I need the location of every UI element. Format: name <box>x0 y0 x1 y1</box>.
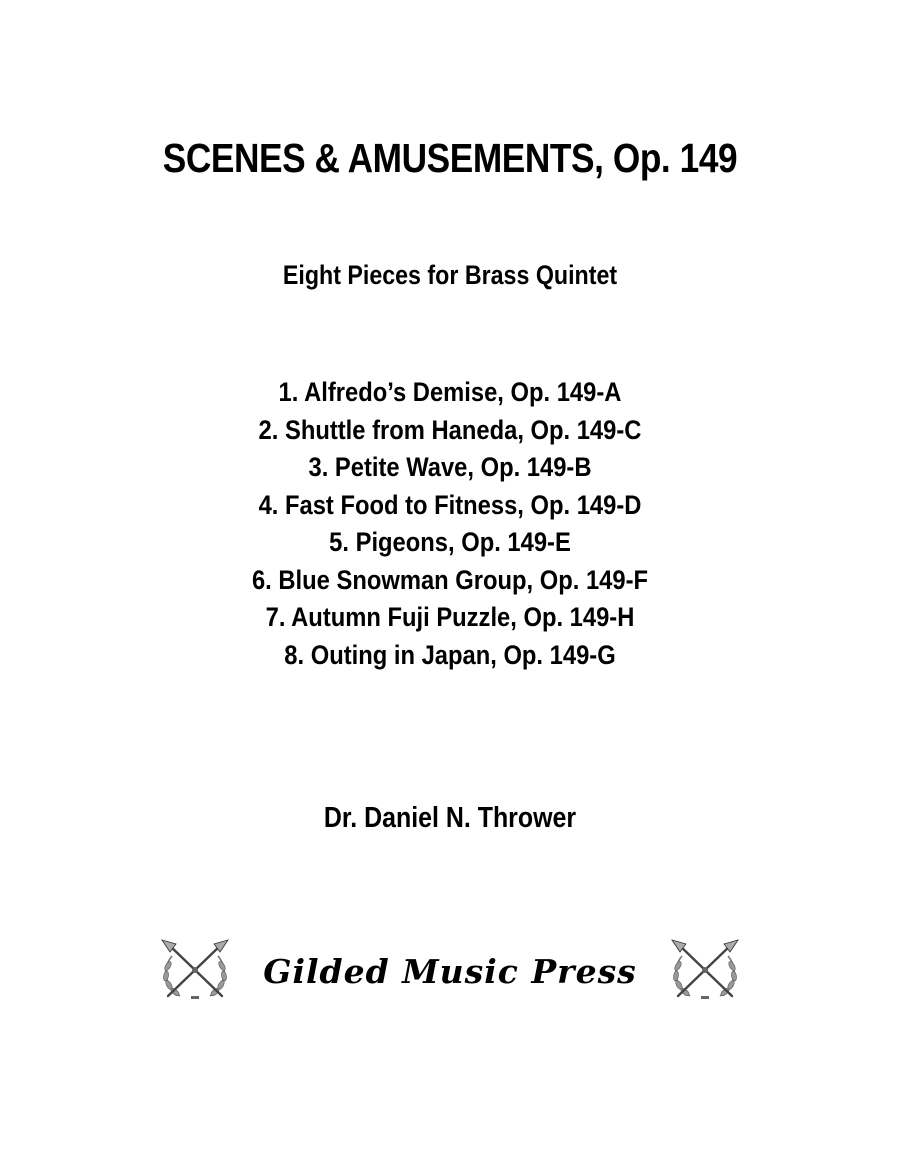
list-item: 8. Outing in Japan, Op. 149-G <box>284 639 616 670</box>
pieces-list <box>0 374 900 674</box>
crossed-trumpets-laurel-icon <box>668 938 742 1004</box>
list-item: 5. Pigeons, Op. 149-E <box>329 527 571 557</box>
work-title: SCENES & AMUSEMENTS, Op. 149 <box>162 135 738 181</box>
list-item: 2. Shuttle from Haneda, Op. 149-C <box>258 414 642 445</box>
list-item: 3. Petite Wave, Op. 149-B <box>308 452 592 482</box>
list-item: 7. Autumn Fuji Puzzle, Op. 149-H <box>265 602 635 632</box>
author-name: Dr. Daniel N. Thrower <box>323 802 577 834</box>
list-item: 4. Fast Food to Fitness, Op. 149-D <box>258 489 642 520</box>
publisher-footer <box>0 938 900 1008</box>
work-subtitle: Eight Pieces for Brass Quintet <box>282 260 618 290</box>
list-item: 6. Blue Snowman Group, Op. 149-F <box>251 564 649 595</box>
list-item: 1. Alfredo’s Demise, Op. 149-A <box>278 377 622 407</box>
publisher-name: Gilded Music Press <box>263 952 637 991</box>
